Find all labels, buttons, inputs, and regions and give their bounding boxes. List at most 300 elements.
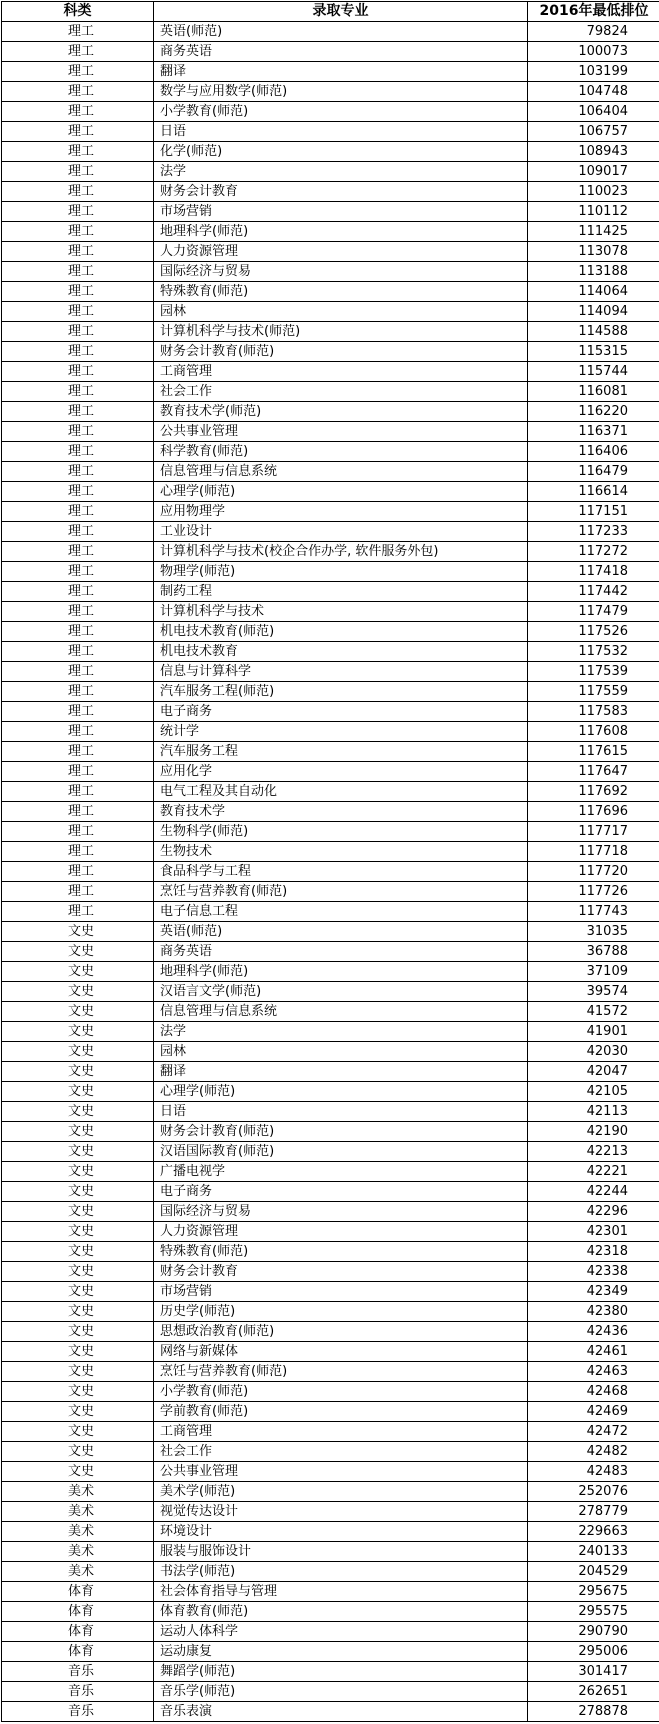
table-row xyxy=(2,1582,659,1602)
table-row xyxy=(2,182,659,202)
major-cell: 音乐学(师范) xyxy=(154,1682,528,1702)
table-row xyxy=(2,1342,659,1362)
header-category: 科类 xyxy=(2,2,154,22)
category-cell: 理工 xyxy=(2,662,154,682)
table-row xyxy=(2,882,659,902)
category-cell: 理工 xyxy=(2,442,154,462)
major-cell: 财务会计教育(师范) xyxy=(154,342,528,362)
category-cell: 文史 xyxy=(2,1402,154,1422)
table-row xyxy=(2,1302,659,1322)
admission-rank-table xyxy=(1,1,659,1722)
rank-cell: 37109 xyxy=(528,962,659,982)
rank-cell: 42349 xyxy=(528,1282,659,1302)
rank-cell: 31035 xyxy=(528,922,659,942)
major-cell: 特殊教育(师范) xyxy=(154,282,528,302)
rank-cell: 117615 xyxy=(528,742,659,762)
rank-cell: 42338 xyxy=(528,1262,659,1282)
major-cell: 商务英语 xyxy=(154,42,528,62)
rank-cell: 117696 xyxy=(528,802,659,822)
rank-cell: 117720 xyxy=(528,862,659,882)
rank-cell: 295575 xyxy=(528,1602,659,1622)
category-cell: 理工 xyxy=(2,562,154,582)
table-row xyxy=(2,982,659,1002)
rank-cell: 100073 xyxy=(528,42,659,62)
major-cell: 地理科学(师范) xyxy=(154,962,528,982)
table-row xyxy=(2,102,659,122)
major-cell: 食品科学与工程 xyxy=(154,862,528,882)
major-cell: 翻译 xyxy=(154,62,528,82)
category-cell: 理工 xyxy=(2,582,154,602)
table-row xyxy=(2,802,659,822)
major-cell: 音乐表演 xyxy=(154,1702,528,1722)
category-cell: 音乐 xyxy=(2,1662,154,1682)
major-cell: 历史学(师范) xyxy=(154,1302,528,1322)
rank-cell: 42030 xyxy=(528,1042,659,1062)
table-row xyxy=(2,1142,659,1162)
rank-cell: 111425 xyxy=(528,222,659,242)
major-cell: 教育技术学(师范) xyxy=(154,402,528,422)
category-cell: 理工 xyxy=(2,262,154,282)
table-row xyxy=(2,1682,659,1702)
table-row xyxy=(2,522,659,542)
major-cell: 信息管理与信息系统 xyxy=(154,462,528,482)
major-cell: 教育技术学 xyxy=(154,802,528,822)
table-row xyxy=(2,222,659,242)
rank-cell: 42296 xyxy=(528,1202,659,1222)
major-cell: 计算机科学与技术(师范) xyxy=(154,322,528,342)
rank-cell: 104748 xyxy=(528,82,659,102)
table-row xyxy=(2,742,659,762)
table-row xyxy=(2,1162,659,1182)
major-cell: 环境设计 xyxy=(154,1522,528,1542)
category-cell: 文史 xyxy=(2,1142,154,1162)
major-cell: 烹饪与营养教育(师范) xyxy=(154,882,528,902)
table-row xyxy=(2,402,659,422)
rank-cell: 41572 xyxy=(528,1002,659,1022)
major-cell: 园林 xyxy=(154,1042,528,1062)
rank-cell: 117692 xyxy=(528,782,659,802)
rank-cell: 117608 xyxy=(528,722,659,742)
table-row xyxy=(2,62,659,82)
rank-cell: 42380 xyxy=(528,1302,659,1322)
rank-cell: 42190 xyxy=(528,1122,659,1142)
major-cell: 法学 xyxy=(154,1022,528,1042)
table-row xyxy=(2,662,659,682)
category-cell: 文史 xyxy=(2,1162,154,1182)
table-row xyxy=(2,722,659,742)
category-cell: 美术 xyxy=(2,1502,154,1522)
table-row xyxy=(2,1022,659,1042)
category-cell: 理工 xyxy=(2,802,154,822)
category-cell: 美术 xyxy=(2,1522,154,1542)
rank-cell: 42468 xyxy=(528,1382,659,1402)
category-cell: 理工 xyxy=(2,62,154,82)
rank-cell: 117726 xyxy=(528,882,659,902)
rank-cell: 117418 xyxy=(528,562,659,582)
category-cell: 理工 xyxy=(2,182,154,202)
rank-cell: 290790 xyxy=(528,1622,659,1642)
major-cell: 特殊教育(师范) xyxy=(154,1242,528,1262)
table-body xyxy=(2,22,659,1722)
major-cell: 人力资源管理 xyxy=(154,242,528,262)
rank-cell: 108943 xyxy=(528,142,659,162)
major-cell: 翻译 xyxy=(154,1062,528,1082)
table-row xyxy=(2,1382,659,1402)
category-cell: 理工 xyxy=(2,402,154,422)
table-row xyxy=(2,862,659,882)
major-cell: 计算机科学与技术(校企合作办学, 软件服务外包) xyxy=(154,542,528,562)
major-cell: 机电技术教育 xyxy=(154,642,528,662)
rank-cell: 79824 xyxy=(528,22,659,42)
major-cell: 美术学(师范) xyxy=(154,1482,528,1502)
major-cell: 财务会计教育(师范) xyxy=(154,1122,528,1142)
rank-cell: 113078 xyxy=(528,242,659,262)
major-cell: 园林 xyxy=(154,302,528,322)
category-cell: 理工 xyxy=(2,362,154,382)
category-cell: 理工 xyxy=(2,742,154,762)
rank-cell: 106404 xyxy=(528,102,659,122)
major-cell: 汉语言文学(师范) xyxy=(154,982,528,1002)
table-row xyxy=(2,322,659,342)
rank-cell: 109017 xyxy=(528,162,659,182)
major-cell: 工商管理 xyxy=(154,1422,528,1442)
rank-cell: 42047 xyxy=(528,1062,659,1082)
table-row xyxy=(2,1662,659,1682)
rank-cell: 114064 xyxy=(528,282,659,302)
category-cell: 理工 xyxy=(2,382,154,402)
category-cell: 美术 xyxy=(2,1542,154,1562)
major-cell: 社会工作 xyxy=(154,1442,528,1462)
rank-cell: 117559 xyxy=(528,682,659,702)
table-row xyxy=(2,1262,659,1282)
major-cell: 电子商务 xyxy=(154,1182,528,1202)
table-row xyxy=(2,622,659,642)
table-row xyxy=(2,1082,659,1102)
category-cell: 理工 xyxy=(2,782,154,802)
category-cell: 理工 xyxy=(2,682,154,702)
rank-cell: 116479 xyxy=(528,462,659,482)
category-cell: 理工 xyxy=(2,142,154,162)
table-row xyxy=(2,242,659,262)
rank-cell: 116614 xyxy=(528,482,659,502)
category-cell: 文史 xyxy=(2,1342,154,1362)
category-cell: 美术 xyxy=(2,1482,154,1502)
category-cell: 音乐 xyxy=(2,1682,154,1702)
table-row xyxy=(2,1202,659,1222)
table-row xyxy=(2,202,659,222)
rank-cell: 117539 xyxy=(528,662,659,682)
category-cell: 理工 xyxy=(2,422,154,442)
category-cell: 文史 xyxy=(2,942,154,962)
major-cell: 日语 xyxy=(154,122,528,142)
table-row xyxy=(2,1602,659,1622)
rank-cell: 115315 xyxy=(528,342,659,362)
table-row xyxy=(2,582,659,602)
major-cell: 生物技术 xyxy=(154,842,528,862)
major-cell: 体育教育(师范) xyxy=(154,1602,528,1622)
major-cell: 公共事业管理 xyxy=(154,422,528,442)
category-cell: 理工 xyxy=(2,542,154,562)
rank-cell: 262651 xyxy=(528,1682,659,1702)
major-cell: 运动康复 xyxy=(154,1642,528,1662)
table-row xyxy=(2,362,659,382)
major-cell: 国际经济与贸易 xyxy=(154,262,528,282)
table-row xyxy=(2,462,659,482)
table-row xyxy=(2,1222,659,1242)
major-cell: 汽车服务工程(师范) xyxy=(154,682,528,702)
rank-cell: 117583 xyxy=(528,702,659,722)
rank-cell: 116371 xyxy=(528,422,659,442)
rank-cell: 114588 xyxy=(528,322,659,342)
major-cell: 机电技术教育(师范) xyxy=(154,622,528,642)
rank-cell: 204529 xyxy=(528,1562,659,1582)
major-cell: 学前教育(师范) xyxy=(154,1402,528,1422)
category-cell: 理工 xyxy=(2,642,154,662)
table-row xyxy=(2,962,659,982)
category-cell: 理工 xyxy=(2,162,154,182)
major-cell: 市场营销 xyxy=(154,202,528,222)
major-cell: 国际经济与贸易 xyxy=(154,1202,528,1222)
rank-cell: 115744 xyxy=(528,362,659,382)
category-cell: 美术 xyxy=(2,1562,154,1582)
major-cell: 信息管理与信息系统 xyxy=(154,1002,528,1022)
rank-cell: 42461 xyxy=(528,1342,659,1362)
admission-rank-sheet xyxy=(1,1,659,1722)
major-cell: 人力资源管理 xyxy=(154,1222,528,1242)
table-row xyxy=(2,1362,659,1382)
table-row xyxy=(2,842,659,862)
table-row xyxy=(2,1322,659,1342)
table-row xyxy=(2,642,659,662)
table-row xyxy=(2,1502,659,1522)
major-cell: 工业设计 xyxy=(154,522,528,542)
rank-cell: 117526 xyxy=(528,622,659,642)
rank-cell: 42301 xyxy=(528,1222,659,1242)
table-row xyxy=(2,262,659,282)
table-row xyxy=(2,762,659,782)
table-row xyxy=(2,1182,659,1202)
category-cell: 文史 xyxy=(2,1322,154,1342)
table-row xyxy=(2,1642,659,1662)
major-cell: 小学教育(师范) xyxy=(154,102,528,122)
rank-cell: 117717 xyxy=(528,822,659,842)
rank-cell: 42221 xyxy=(528,1162,659,1182)
major-cell: 烹饪与营养教育(师范) xyxy=(154,1362,528,1382)
table-row xyxy=(2,302,659,322)
table-row xyxy=(2,482,659,502)
table-row xyxy=(2,602,659,622)
table-row xyxy=(2,782,659,802)
major-cell: 科学教育(师范) xyxy=(154,442,528,462)
category-cell: 文史 xyxy=(2,1422,154,1442)
category-cell: 文史 xyxy=(2,1042,154,1062)
category-cell: 理工 xyxy=(2,822,154,842)
major-cell: 财务会计教育 xyxy=(154,1262,528,1282)
rank-cell: 41901 xyxy=(528,1022,659,1042)
rank-cell: 116406 xyxy=(528,442,659,462)
table-row xyxy=(2,902,659,922)
rank-cell: 114094 xyxy=(528,302,659,322)
category-cell: 文史 xyxy=(2,1242,154,1262)
major-cell: 信息与计算科学 xyxy=(154,662,528,682)
rank-cell: 117151 xyxy=(528,502,659,522)
category-cell: 理工 xyxy=(2,502,154,522)
category-cell: 体育 xyxy=(2,1622,154,1642)
category-cell: 理工 xyxy=(2,702,154,722)
category-cell: 文史 xyxy=(2,1222,154,1242)
table-row xyxy=(2,1462,659,1482)
table-row xyxy=(2,702,659,722)
major-cell: 商务英语 xyxy=(154,942,528,962)
rank-cell: 42472 xyxy=(528,1422,659,1442)
category-cell: 理工 xyxy=(2,342,154,362)
major-cell: 电气工程及其自动化 xyxy=(154,782,528,802)
major-cell: 社会工作 xyxy=(154,382,528,402)
major-cell: 统计学 xyxy=(154,722,528,742)
table-row xyxy=(2,502,659,522)
category-cell: 理工 xyxy=(2,202,154,222)
major-cell: 公共事业管理 xyxy=(154,1462,528,1482)
table-row xyxy=(2,342,659,362)
major-cell: 电子信息工程 xyxy=(154,902,528,922)
major-cell: 心理学(师范) xyxy=(154,482,528,502)
table-row xyxy=(2,1622,659,1642)
major-cell: 舞蹈学(师范) xyxy=(154,1662,528,1682)
table-row xyxy=(2,42,659,62)
table-row xyxy=(2,1042,659,1062)
major-cell: 英语(师范) xyxy=(154,922,528,942)
table-row xyxy=(2,1702,659,1722)
category-cell: 文史 xyxy=(2,1182,154,1202)
major-cell: 汉语国际教育(师范) xyxy=(154,1142,528,1162)
major-cell: 心理学(师范) xyxy=(154,1082,528,1102)
header-rank: 2016年最低排位 xyxy=(528,2,659,22)
category-cell: 文史 xyxy=(2,1002,154,1022)
rank-cell: 116081 xyxy=(528,382,659,402)
table-row xyxy=(2,142,659,162)
category-cell: 理工 xyxy=(2,462,154,482)
table-row xyxy=(2,1542,659,1562)
major-cell: 电子商务 xyxy=(154,702,528,722)
header-major: 录取专业 xyxy=(154,2,528,22)
major-cell: 数学与应用数学(师范) xyxy=(154,82,528,102)
category-cell: 理工 xyxy=(2,622,154,642)
category-cell: 理工 xyxy=(2,602,154,622)
rank-cell: 113188 xyxy=(528,262,659,282)
table-row xyxy=(2,682,659,702)
rank-cell: 106757 xyxy=(528,122,659,142)
table-row xyxy=(2,922,659,942)
major-cell: 化学(师范) xyxy=(154,142,528,162)
rank-cell: 295675 xyxy=(528,1582,659,1602)
rank-cell: 301417 xyxy=(528,1662,659,1682)
header-row xyxy=(2,2,659,22)
category-cell: 音乐 xyxy=(2,1702,154,1722)
table-row xyxy=(2,1562,659,1582)
major-cell: 思想政治教育(师范) xyxy=(154,1322,528,1342)
major-cell: 书法学(师范) xyxy=(154,1562,528,1582)
rank-cell: 116220 xyxy=(528,402,659,422)
table-row xyxy=(2,1002,659,1022)
rank-cell: 42463 xyxy=(528,1362,659,1382)
category-cell: 理工 xyxy=(2,22,154,42)
category-cell: 理工 xyxy=(2,242,154,262)
major-cell: 生物科学(师范) xyxy=(154,822,528,842)
table-row xyxy=(2,1402,659,1422)
table-row xyxy=(2,1102,659,1122)
rank-cell: 117272 xyxy=(528,542,659,562)
rank-cell: 252076 xyxy=(528,1482,659,1502)
category-cell: 理工 xyxy=(2,762,154,782)
rank-cell: 42213 xyxy=(528,1142,659,1162)
table-row xyxy=(2,122,659,142)
category-cell: 文史 xyxy=(2,1302,154,1322)
rank-cell: 117532 xyxy=(528,642,659,662)
category-cell: 理工 xyxy=(2,82,154,102)
category-cell: 理工 xyxy=(2,102,154,122)
category-cell: 体育 xyxy=(2,1602,154,1622)
category-cell: 体育 xyxy=(2,1642,154,1662)
category-cell: 理工 xyxy=(2,42,154,62)
table-row xyxy=(2,542,659,562)
category-cell: 理工 xyxy=(2,882,154,902)
rank-cell: 117233 xyxy=(528,522,659,542)
table-row xyxy=(2,442,659,462)
rank-cell: 103199 xyxy=(528,62,659,82)
major-cell: 物理学(师范) xyxy=(154,562,528,582)
rank-cell: 229663 xyxy=(528,1522,659,1542)
category-cell: 文史 xyxy=(2,1282,154,1302)
rank-cell: 117743 xyxy=(528,902,659,922)
category-cell: 文史 xyxy=(2,1382,154,1402)
category-cell: 文史 xyxy=(2,1442,154,1462)
category-cell: 文史 xyxy=(2,922,154,942)
table-row xyxy=(2,562,659,582)
category-cell: 文史 xyxy=(2,962,154,982)
table-row xyxy=(2,822,659,842)
major-cell: 服装与服饰设计 xyxy=(154,1542,528,1562)
major-cell: 日语 xyxy=(154,1102,528,1122)
category-cell: 理工 xyxy=(2,862,154,882)
category-cell: 理工 xyxy=(2,282,154,302)
rank-cell: 42436 xyxy=(528,1322,659,1342)
category-cell: 体育 xyxy=(2,1582,154,1602)
table-row xyxy=(2,22,659,42)
rank-cell: 278779 xyxy=(528,1502,659,1522)
rank-cell: 240133 xyxy=(528,1542,659,1562)
category-cell: 理工 xyxy=(2,902,154,922)
category-cell: 文史 xyxy=(2,1122,154,1142)
rank-cell: 42483 xyxy=(528,1462,659,1482)
table-row xyxy=(2,942,659,962)
rank-cell: 117479 xyxy=(528,602,659,622)
category-cell: 文史 xyxy=(2,1082,154,1102)
rank-cell: 117647 xyxy=(528,762,659,782)
category-cell: 文史 xyxy=(2,1202,154,1222)
category-cell: 理工 xyxy=(2,122,154,142)
category-cell: 文史 xyxy=(2,1362,154,1382)
major-cell: 广播电视学 xyxy=(154,1162,528,1182)
rank-cell: 42469 xyxy=(528,1402,659,1422)
category-cell: 理工 xyxy=(2,222,154,242)
major-cell: 应用物理学 xyxy=(154,502,528,522)
table-row xyxy=(2,82,659,102)
table-row xyxy=(2,1242,659,1262)
table-row xyxy=(2,382,659,402)
category-cell: 文史 xyxy=(2,1022,154,1042)
category-cell: 文史 xyxy=(2,982,154,1002)
table-row xyxy=(2,1442,659,1462)
